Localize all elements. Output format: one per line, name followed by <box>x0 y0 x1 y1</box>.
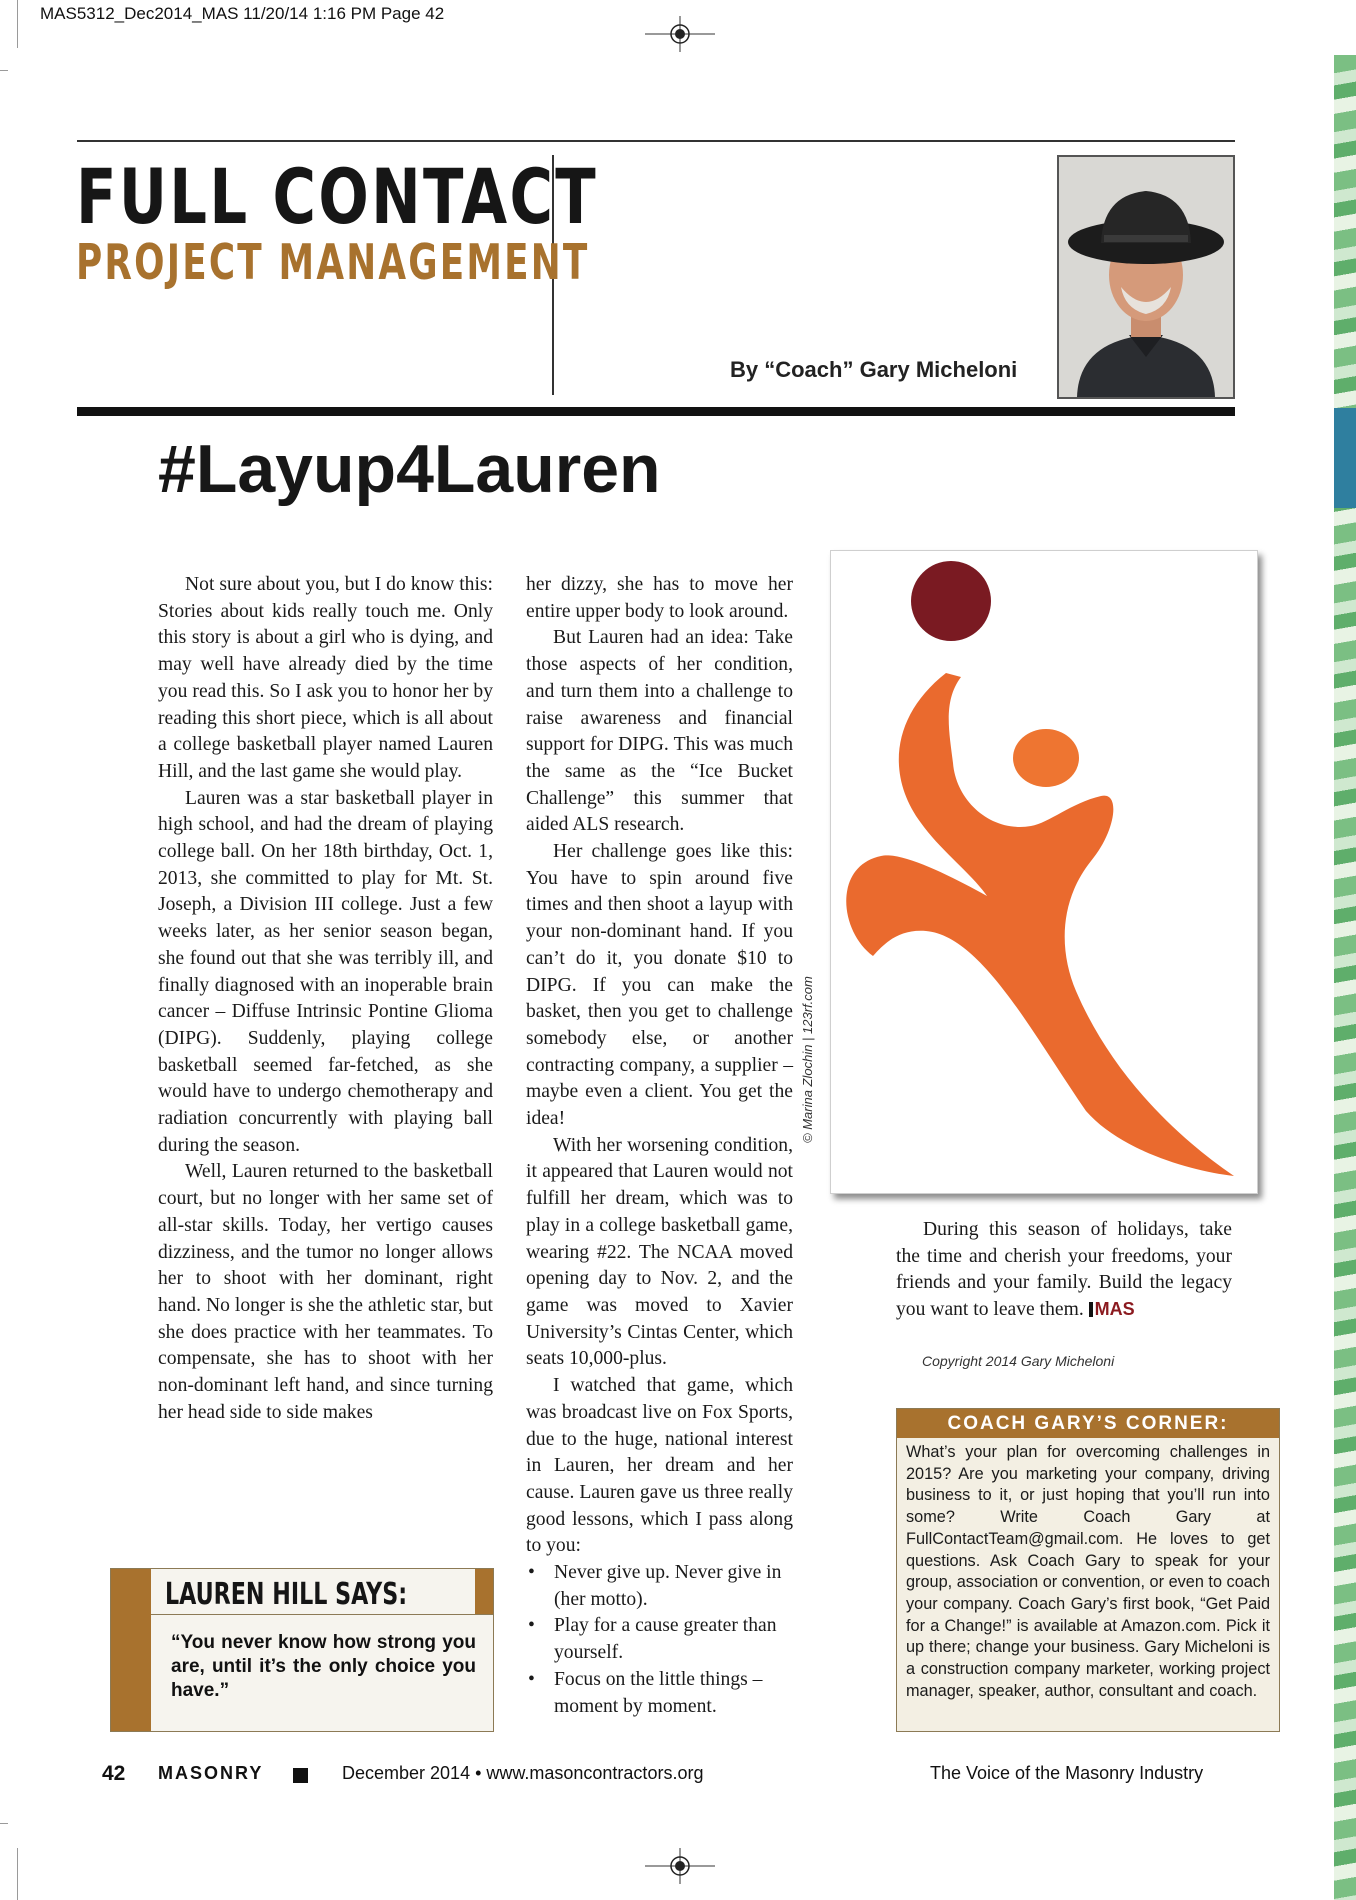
closing-text: During this season of holidays, take the time and cherish your freedoms, your friends and your family. Build the legacy you want to leave them. <box>896 1219 1232 1321</box>
paragraph: Not sure about you, but I do know this: Stories about kids really touch me. Only this story is about a girl who is dying, and may well have already died by the time you read this. So I ask you to honor her by reading this short piece, which is all about a college basketball player named Lauren Hill, and the last game she would play. <box>158 574 493 782</box>
crop-mark <box>0 70 8 71</box>
footer-tagline: The Voice of the Masonry Industry <box>930 1763 1204 1783</box>
article-column-2 <box>526 572 793 1720</box>
image-credit: © Marina Zlochin | 123rf.com <box>800 976 815 1143</box>
quote-text: “You never know how strong you are, until it’s the only choice you have.” <box>171 1632 476 1701</box>
footer-date-url: December 2014 • www.masoncontractors.org <box>342 1763 704 1783</box>
copyright: Copyright 2014 Gary Micheloni <box>922 1353 1115 1369</box>
print-slug: MAS5312_Dec2014_MAS 11/20/14 1:16 PM Page 42 <box>40 4 445 23</box>
paragraph: Well, Lauren returned to the basketball court, but no longer with her same set of all-star skills. Today, her vertigo causes dizziness, and the tumor no longer allows her to shoot with her dominant, right hand. No longer is she the athletic star, but she does practice with her teammates. To compensate, she has to shoot with her non-dominant left hand, and since turning her head side to side makes <box>158 1161 493 1423</box>
author-portrait-icon <box>1059 157 1233 397</box>
registration-mark-icon <box>645 14 715 54</box>
column-subtitle: PROJECT MANAGEMENT <box>76 234 590 291</box>
page-edge-tab <box>1334 408 1356 508</box>
basketball-player-illustration <box>830 550 1258 1194</box>
paragraph: I watched that game, which was broadcast live on Fox Sports, due to the huge, national interest in Lauren, her dream and her cause. Lauren gave us three really good lessons, which I pass along to you: <box>526 1375 793 1557</box>
coach-corner-box <box>896 1408 1280 1732</box>
coach-corner-heading: COACH GARY’S CORNER: <box>897 1409 1279 1438</box>
list-item: • Focus on the little things – moment by moment. <box>526 1667 793 1720</box>
header-thick-rule <box>77 407 1235 416</box>
paragraph: Her challenge goes like this: You have to spin around five times and then shoot a layup with your non-dominant hand. If you can’t do it, you donate $10 to DIPG. If you can make the basket, then you get to challenge somebody else, or another contracting company, a supplier – maybe even a client. You get the idea! <box>526 841 793 1130</box>
paragraph <box>896 1217 1232 1324</box>
list-item: • Never give up. Never give in (her motto). <box>526 1560 793 1613</box>
page-edge-strip <box>1334 55 1356 1900</box>
footer-square-icon <box>293 1768 308 1783</box>
crop-mark <box>0 1823 8 1824</box>
author-photo <box>1057 155 1235 399</box>
coach-corner-body: What’s your plan for overcoming challenges in 2015? Are you marketing your company, driving business to it, or just hoping that you’ll run into some? Write Coach Gary at FullContactTeam@gmail.com. He loves to get questions. Ask Coach Gary to speak for your group, association or convention, or even to coach your company. Coach Gary’s first book, “Get Paid for a Change!” is available at Amazon.com. Pick it up there; change your business. Gary Micheloni is a construction company marketer, working project manager, speaker, author, consultant and coach. <box>906 1443 1270 1700</box>
basketball-player-icon <box>831 551 1257 1193</box>
lessons-list <box>526 1560 793 1720</box>
article-column-1 <box>158 572 493 1427</box>
quote-accent-bar <box>111 1569 151 1731</box>
magazine-name: MASONRY <box>158 1763 264 1783</box>
crop-mark <box>17 0 18 48</box>
quote-accent-tab <box>475 1569 493 1614</box>
top-rule <box>77 140 1235 142</box>
registration-mark-icon <box>645 1846 715 1886</box>
list-item: • Play for a cause greater than yourself. <box>526 1613 793 1666</box>
end-mark: MAS <box>1089 1299 1135 1319</box>
paragraph: Lauren was a star basketball player in high school, and had the dream of playing college ball. On her 18th birthday, Oct. 1, 2013, she committed to play for Mt. St. Joseph, a Division III college. Just a few weeks later, as her senior season began, she found out that she was terribly ill, and finally diagnosed with an inoperable brain cancer – Diffuse Intrinsic Pontine Glioma (DIPG). Suddenly, playing college basketball seemed far-fetched, as she would have to undergo chemotherapy and radiation concurrently with playing ball during the season. <box>158 787 493 1156</box>
quote-heading: LAUREN HILL SAYS: <box>165 1577 408 1612</box>
article-column-3 <box>896 1217 1232 1324</box>
paragraph: With her worsening condition, it appeared that Lauren would not fulfill her dream, which was to play in a college basketball game, wearing #22. The NCAA moved opening day to Nov. 2, and the game was moved to Xavier University’s Cintas Center, which seats 10,000-plus. <box>526 1134 793 1370</box>
paragraph: her dizzy, she has to move her entire upper body to look around. <box>526 574 793 622</box>
page-number: 42 <box>102 1762 126 1785</box>
column-title: FULL CONTACT <box>76 152 599 241</box>
byline: By “Coach” Gary Micheloni <box>730 357 1018 382</box>
crop-mark <box>17 1848 18 1900</box>
quote-box <box>110 1568 494 1732</box>
article-title: #Layup4Lauren <box>158 431 661 507</box>
quote-divider <box>151 1614 493 1615</box>
paragraph: But Lauren had an idea: Take those aspects of her condition, and turn them into a challenge to raise awareness and financial support for DIPG. This was much the same as the “Ice Bucket Challenge” this summer that aided ALS research. <box>526 627 793 836</box>
